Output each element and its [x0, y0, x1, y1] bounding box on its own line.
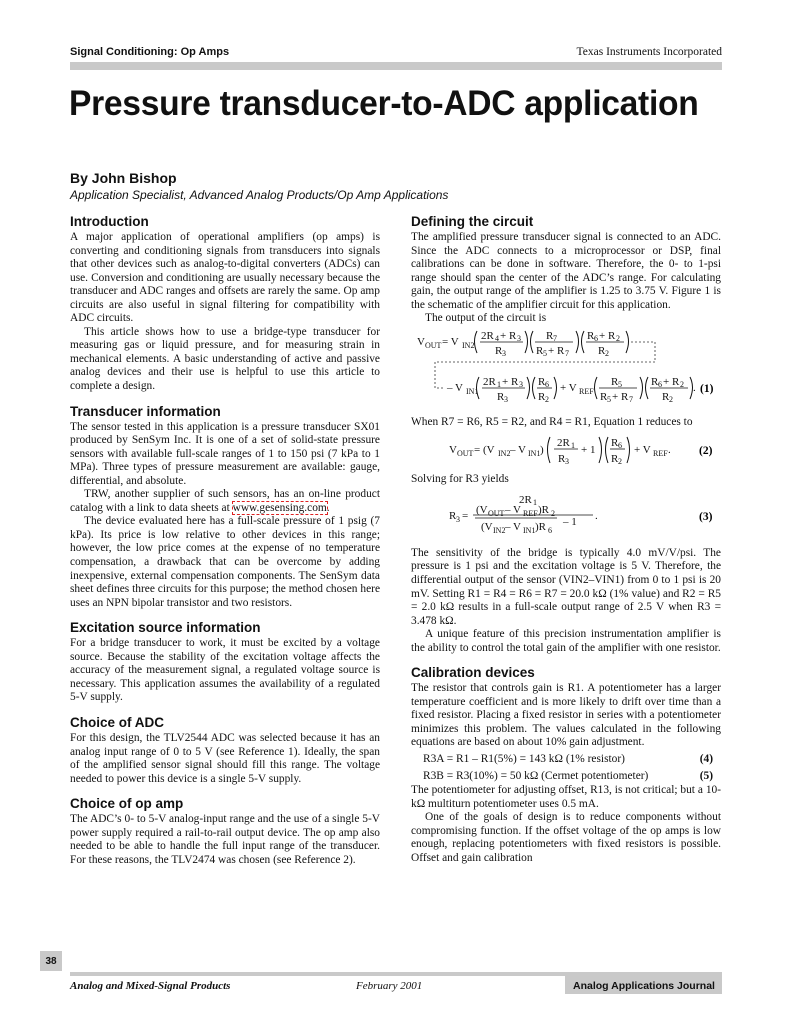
svg-text:IN2: IN2 — [498, 449, 511, 459]
equation-4-number: (4) — [699, 752, 713, 765]
svg-text:6: 6 — [594, 333, 598, 343]
svg-text:OUT: OUT — [457, 449, 474, 459]
svg-text:2: 2 — [605, 348, 609, 358]
right-column — [411, 212, 721, 865]
equation-5-number: (5) — [699, 769, 713, 782]
svg-text:.: . — [595, 509, 598, 522]
svg-text:1: 1 — [497, 379, 501, 389]
svg-text:3: 3 — [502, 348, 506, 358]
svg-text:R: R — [495, 344, 503, 357]
svg-text:1: 1 — [533, 497, 537, 507]
svg-text:5: 5 — [607, 394, 611, 404]
footer-publication: Analog and Mixed-Signal Products — [70, 980, 231, 992]
svg-text:2R: 2R — [481, 329, 494, 342]
svg-text:R: R — [611, 437, 619, 450]
svg-text:2: 2 — [669, 394, 673, 404]
svg-text:R: R — [536, 344, 544, 357]
adc-paragraph: For this design, the TLV2544 ADC was selected because it has an analog input range of 0 to 5 V (see Reference 1). Ideally, the span of the amplified sensor signal should fill this range. The voltage needed to power this device is a single 5-V supply. — [70, 731, 380, 785]
heading-introduction: Introduction — [70, 214, 149, 229]
svg-text:R: R — [538, 375, 546, 388]
equation-5 — [411, 767, 721, 784]
svg-text:5: 5 — [543, 348, 547, 358]
solving-text: Solving for R3 yields — [411, 473, 509, 486]
equation-3-number: (3) — [699, 510, 713, 523]
svg-text:– V: – V — [505, 503, 521, 516]
footer-journal-name: Analog Applications Journal — [573, 980, 715, 992]
transducer-paragraph-2 — [70, 488, 380, 515]
svg-text:2: 2 — [551, 508, 555, 518]
transducer-paragraph-2-end: . — [326, 501, 330, 514]
circuit-paragraph-1: The amplified pressure transducer signal is connected to an ADC. Since the ADC connects to a microprocessor or DSP, final calibrations can be done in software. Therefore, the 0- to 1-psi range should span the center of the ADC’s range. For calculating gain, the output range of the amplifier is 1.25 to 3.75 V. Figure 1 is the schematic of the amplifier circuit for this application. — [411, 231, 721, 311]
svg-text:3: 3 — [565, 457, 569, 467]
header-rule — [70, 62, 722, 70]
svg-text:OUT: OUT — [488, 508, 505, 518]
heading-defining-the-circuit: Defining the circuit — [411, 214, 534, 229]
svg-text:(V: (V — [481, 520, 493, 533]
svg-text:R: R — [546, 329, 554, 342]
svg-text:R: R — [611, 375, 619, 388]
svg-text:+ V: + V — [634, 444, 651, 457]
intro-paragraph-2: This article shows how to use a bridge-type transducer for measuring gas or liquid pressure, and for measuring strain in mechanical elements. A basic understanding of active and passive analog devices and their use is helpful to use this article to complete a design. — [70, 325, 380, 393]
running-header-company: Texas Instruments Incorporated — [576, 46, 722, 58]
equation-2-number: (2) — [699, 445, 713, 458]
heading-calibration-devices: Calibration devices — [411, 665, 535, 681]
svg-text:R: R — [662, 390, 670, 403]
svg-text:2: 2 — [680, 379, 684, 389]
svg-text:R: R — [558, 453, 566, 466]
svg-text:R: R — [651, 375, 659, 388]
svg-text:+ V: + V — [560, 381, 577, 394]
page-number: 38 — [40, 951, 62, 971]
svg-text:V: V — [417, 335, 425, 348]
svg-text:R: R — [611, 453, 619, 466]
svg-text:2: 2 — [618, 457, 622, 467]
svg-text:2: 2 — [545, 394, 549, 404]
svg-text:V: V — [449, 444, 457, 457]
svg-text:1: 1 — [571, 441, 575, 451]
equation-2 — [411, 431, 721, 471]
svg-text:7: 7 — [629, 394, 633, 404]
svg-text:6: 6 — [658, 379, 662, 389]
svg-text:5: 5 — [618, 379, 622, 389]
svg-text:+ R: + R — [663, 375, 680, 388]
svg-text:.: . — [668, 444, 671, 457]
excitation-paragraph: For a bridge transducer to work, it must be excited by a voltage source. Because the stability of the excitation voltage affects the accuracy of the measurement signal, a regulated voltage source is necessary. This application assumes the availability of a regulated 5-V supply. — [70, 637, 380, 704]
svg-text:): ) — [540, 444, 544, 457]
svg-text:R: R — [598, 344, 606, 357]
svg-text:3: 3 — [504, 394, 508, 404]
circuit-paragraph-2: The output of the circuit is — [425, 312, 547, 325]
svg-text:IN1: IN1 — [466, 386, 479, 396]
transducer-paragraph-2-text: TRW, another supplier of such sensors, has an on-line product catalog with a link to data sheets at — [70, 488, 380, 514]
svg-text:IN1: IN1 — [528, 449, 541, 459]
svg-text:2: 2 — [616, 333, 620, 343]
svg-text:REF: REF — [523, 508, 538, 518]
svg-text:= (V: = (V — [474, 444, 495, 457]
svg-text:)R: )R — [535, 520, 546, 533]
sensitivity-paragraph: The sensitivity of the bridge is typically 4.0 mV/V/psi. The pressure is 1 psi and the excitation voltage is 5 V. Therefore, the differential output of the sensor (VIN2–VIN1) from 0 to 1 psi is 20 mV. Setting R1 = R4 = R6 = R7 = 20.0 kΩ (1% value) and R2 = R5 = 2.0 kΩ results in a full-scale output range of 2.5 V when R3 = 3.478 kΩ. — [411, 546, 721, 627]
svg-text:2R: 2R — [519, 493, 532, 506]
running-header-section: Signal Conditioning: Op Amps — [70, 46, 230, 58]
equation-3 — [411, 489, 721, 545]
svg-text:7: 7 — [553, 333, 557, 343]
svg-text:R: R — [497, 390, 505, 403]
svg-text:– V: – V — [510, 444, 526, 457]
svg-text:)R: )R — [538, 503, 549, 516]
svg-text:6: 6 — [618, 441, 622, 451]
svg-text:+ R: + R — [548, 344, 565, 357]
footer-date: February 2001 — [356, 980, 423, 992]
svg-text:3: 3 — [519, 379, 523, 389]
potentiometer-paragraph: The potentiometer for adjusting offset, R13, is not critical; but a 10-kΩ multiturn potentiometer uses 0.5 mA. — [411, 784, 721, 810]
svg-text:=: = — [462, 509, 469, 522]
author-affiliation: Application Specialist, Advanced Analog Products/Op Amp Applications — [70, 188, 449, 202]
design-goals-paragraph: One of the goals of design is to reduce components without compromising function. If the offset voltage of the op amps is low enough, replacing potentiometers with fixed resistors is possible. Offset and gain calibration — [411, 811, 721, 864]
svg-text:(V: (V — [476, 503, 488, 516]
svg-text:3: 3 — [517, 333, 521, 343]
gesensing-link[interactable]: www.gesensing.com — [232, 501, 327, 514]
author-byline: By John Bishop — [70, 170, 177, 186]
svg-text:+ R: + R — [500, 329, 517, 342]
svg-text:OUT: OUT — [425, 340, 442, 350]
svg-text:REF: REF — [579, 386, 594, 396]
svg-text:– V: – V — [447, 381, 463, 394]
svg-text:IN2: IN2 — [493, 525, 506, 535]
svg-text:+ R: + R — [599, 329, 616, 342]
svg-text:R: R — [600, 390, 608, 403]
svg-text:+ 1: + 1 — [581, 444, 596, 457]
equation-1-number: (1) — [700, 382, 714, 395]
svg-text:IN1: IN1 — [523, 525, 536, 535]
svg-text:.: . — [693, 381, 696, 394]
transducer-paragraph-1: The sensor tested in this application is a pressure transducer SX01 produced by SenSym Inc. It is one of a set of solid-state pressure sensors with available full-scale ranges of 1 to 150 psi (7 kPa to 1 MPa). Three types of pressure measurement are available: gauge, differential, and absolute. — [70, 420, 380, 487]
equation-1 — [411, 328, 721, 414]
svg-text:– V: – V — [505, 520, 521, 533]
svg-text:R: R — [449, 509, 457, 522]
svg-text:R: R — [538, 390, 546, 403]
svg-text:+ R: + R — [612, 390, 629, 403]
transducer-paragraph-3: The device evaluated here has a full-scale pressure of 1 psig (7 kPa). Its price is low relative to other devices in this range; however, the low price comes at the expense of no temperature compensation, a drawback that can be overcome by adding inexpensive, external compensation components. The SenSym data sheet defines three circuits for this purpose; the method chosen here uses an NPN bipolar transistor and two resistors. — [70, 515, 380, 609]
svg-text:4: 4 — [495, 333, 499, 343]
op-amp-paragraph: The ADC’s 0- to 5-V analog-input range and the use of a single 5-V power supply required a rail-to-rail output device. The op amp also needed to be able to handle the full input range of the transducer. For these reasons, the TLV2474 was chosen (see Reference 2). — [70, 813, 380, 866]
equation-4-text: R3A = R1 – R1(5%) = 143 kΩ (1% resistor) — [423, 752, 625, 765]
unique-feature-paragraph: A unique feature of this precision instrumentation amplifier is the ability to control the total gain of the amplifier with one resistor. — [411, 628, 721, 654]
svg-text:REF: REF — [653, 449, 668, 459]
equation-5-text: R3B = R3(10%) = 50 kΩ (Cermet potentiometer) — [423, 769, 649, 782]
svg-text:– 1: – 1 — [563, 515, 577, 528]
svg-text:+ R: + R — [502, 375, 519, 388]
heading-excitation-source: Excitation source information — [70, 620, 261, 636]
svg-text:6: 6 — [548, 525, 552, 535]
svg-text:6: 6 — [545, 379, 549, 389]
svg-text:= V: = V — [442, 335, 459, 348]
equation-4 — [411, 750, 721, 767]
svg-text:7: 7 — [565, 348, 569, 358]
heading-transducer-information: Transducer information — [70, 403, 221, 419]
svg-text:IN2: IN2 — [462, 340, 475, 350]
left-column — [70, 212, 380, 867]
svg-text:2R: 2R — [557, 437, 570, 450]
intro-paragraph-1: A major application of operational amplifiers (op amps) is converting and conditioning signals from transducers into signals that other devices such as analog-to-digital converters (ADCs) can use. Conversion and conditioning are usually necessary because the transducer and ADC ranges and offsets are rarely the same. Op amp circuits are also useful in signal filtering for compatibility with ADC circuits. — [70, 231, 380, 325]
simplification-text: When R7 = R6, R5 = R2, and R4 = R1, Equation 1 reduces to — [411, 415, 693, 428]
svg-text:R: R — [587, 329, 595, 342]
svg-text:3: 3 — [456, 514, 460, 524]
heading-choice-of-adc: Choice of ADC — [70, 714, 164, 730]
svg-text:2R: 2R — [483, 375, 496, 388]
article-title: Pressure transducer-to-ADC application — [69, 84, 699, 123]
heading-choice-of-op-amp: Choice of op amp — [70, 796, 184, 812]
calibration-paragraph: The resistor that controls gain is R1. A potentiometer has a larger temperature coefficient and is more likely to drift over time than a fixed resistor. Placing a fixed resistor in series with a potentiometer minimizes this problem. The values calculated in the following equations are based on about 10% gain adjustment. — [411, 682, 721, 749]
